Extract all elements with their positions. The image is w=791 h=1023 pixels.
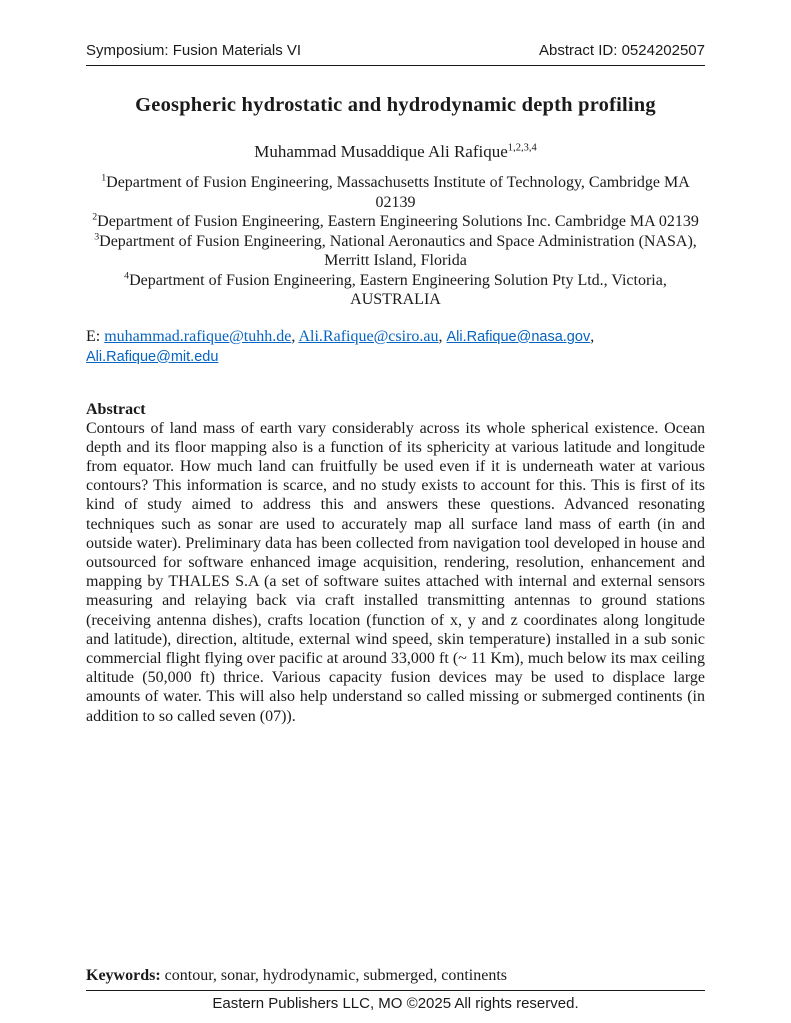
- page-footer: [86, 990, 705, 1012]
- abstract-heading: Abstract: [86, 400, 146, 418]
- email-separator: ,: [590, 327, 595, 345]
- paper-title: Geospheric hydrostatic and hydrodynamic depth profiling: [135, 94, 656, 116]
- affiliation-4: [86, 271, 705, 310]
- affiliation-2: [86, 212, 705, 232]
- affiliation-2-sup: 2: [92, 211, 98, 223]
- affiliation-1-text: Department of Fusion Engineering, Massachusetts Institute of Technology, Cambridge MA 02139: [106, 174, 690, 211]
- header-symposium: Symposium: Fusion Materials VI: [86, 42, 302, 59]
- email-link-mit[interactable]: Ali.Rafique@mit.edu: [86, 348, 219, 365]
- page-header: [86, 42, 705, 66]
- email-link-tuhh[interactable]: muhammad.rafique@tuhh.de: [104, 327, 292, 345]
- footer-text: Eastern Publishers LLC, MO ©2025 All rights reserved.: [212, 994, 579, 1012]
- author-name: Muhammad Musaddique Ali Rafique: [254, 142, 508, 161]
- email-separator: ,: [291, 327, 299, 345]
- affiliation-1-sup: 1: [101, 172, 107, 184]
- affiliation-3: [86, 232, 705, 271]
- keywords-line: [86, 967, 705, 985]
- keywords-text: contour, sonar, hydrodynamic, submerged, continents: [160, 966, 508, 984]
- author-superscript: 1,2,3,4: [507, 142, 537, 154]
- author-line: [86, 142, 705, 162]
- email-link-nasa[interactable]: Ali.Rafique@nasa.gov: [446, 328, 591, 345]
- affiliation-2-text: Department of Fusion Engineering, Eastern Engineering Solutions Inc. Cambridge MA 02139: [97, 213, 699, 230]
- email-line: [86, 327, 705, 367]
- affiliation-4-sup: 4: [124, 270, 130, 282]
- abstract-body: Contours of land mass of earth vary considerably across its whole spherical existence. Ocean depth and its floor mapping also is a function of its sphericity at various latitude and longitude from equator. How much land can fruitfully be used even if it is underneath water at various contours? This information is scarce, and no study exists to account for this. This is first of its kind of study aimed to address this and answers these questions. Advanced resonating techniques such as sonar are used to accurately map all surface land mass of earth (in and outside water). Preliminary data has been collected from navigation tool developed in house and outsourced for software enhanced image acquisition, rendering, resolution, enhancement and mapping by THALES S.A (a set of software suites attached with internal and external sensors measuring and relaying back via craft installed transmitting antennas to ground stations (receiving antenna dishes), crafts location (function of x, y and z coordinates along longitude and latitude), direction, altitude, external wind speed, skin temperature) installed in a sub sonic commercial flight flying over pacific at around 33,000 ft (~ 11 Km), much below its max ceiling altitude (50,000 ft) thrice. Various capacity fusion devices may be used to displace large amounts of water. This will also help understand so called missing or submerged continents (in addition to so called seven (07)).: [86, 419, 705, 725]
- affiliations-block: [86, 173, 705, 310]
- affiliation-4-text: Department of Fusion Engineering, Eastern Engineering Solution Pty Ltd., Victoria, AUSTRALIA: [129, 271, 667, 308]
- affiliation-1: [86, 173, 705, 212]
- email-link-csiro[interactable]: Ali.Rafique@csiro.au: [298, 327, 439, 345]
- keywords-label: Keywords:: [86, 966, 161, 984]
- affiliation-3-sup: 3: [94, 231, 100, 243]
- email-separator: ,: [438, 327, 447, 345]
- header-abstract-id: Abstract ID: 0524202507: [539, 42, 705, 59]
- email-prefix: E:: [86, 327, 105, 345]
- affiliation-3-text: Department of Fusion Engineering, National Aeronautics and Space Administration (NASA), Merritt Island, Florida: [99, 232, 697, 269]
